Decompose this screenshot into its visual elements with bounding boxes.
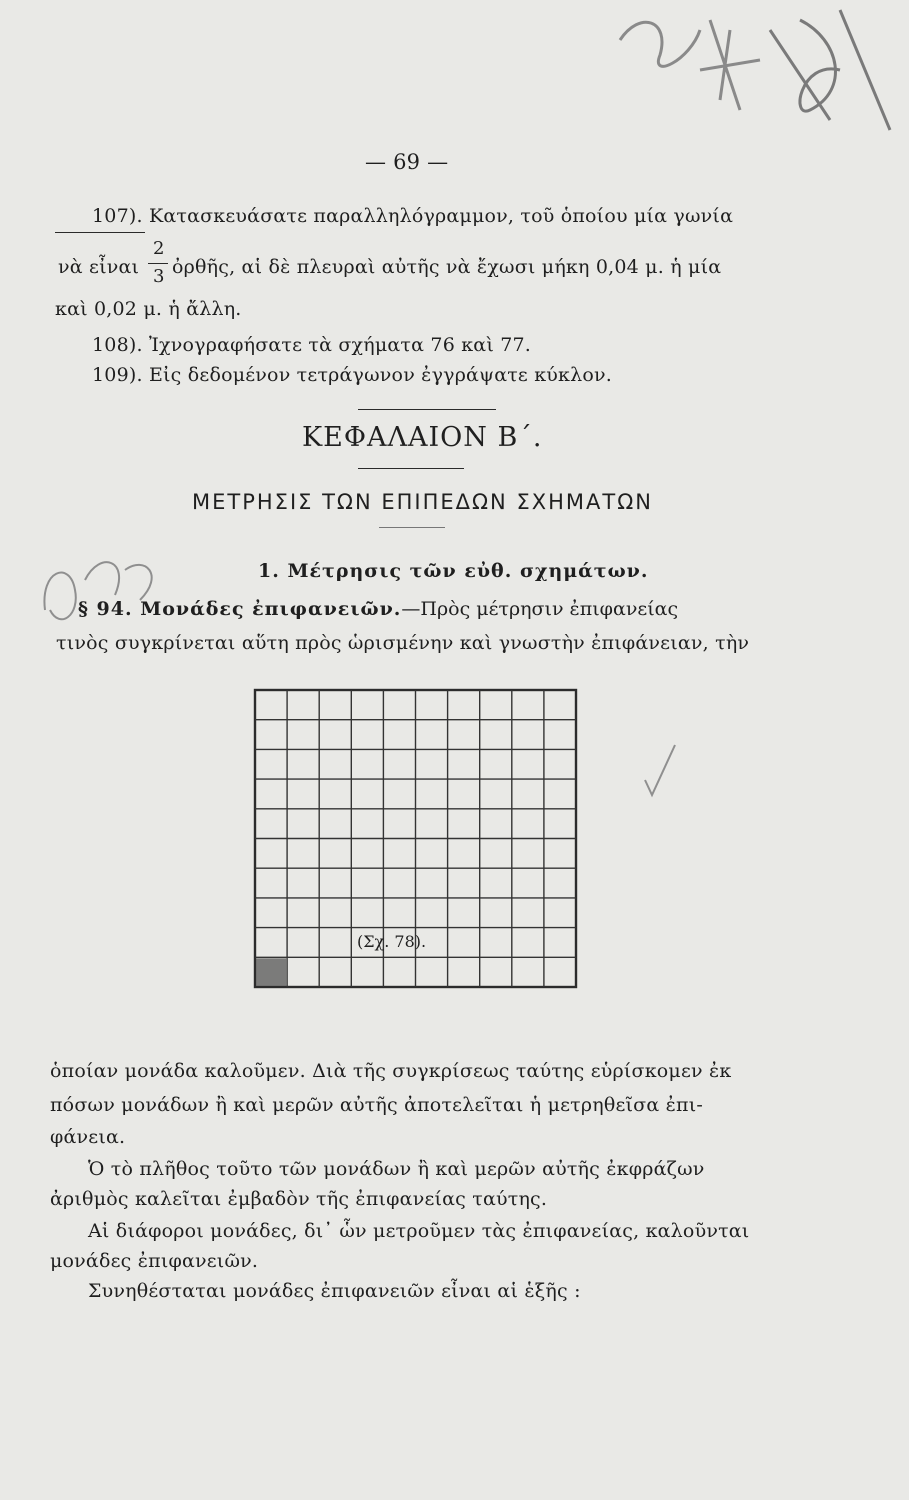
part-title: ΜΕΤΡΗΣΙΣ ΤΩΝ ΕΠΙΠΕΔΩΝ ΣΧΗΜΑΤΩΝ [192,490,653,514]
handwritten-scribble [600,0,900,150]
exercise-107-line2-end: ὀρθῆς, αἱ δὲ πλευραὶ αὐτῆς νὰ ἔχωσι μήκη 0,04 μ. ἡ μία [172,256,722,278]
exercise-109: 109). Εἰς δεδομένον τετράγωνον ἐγγράψατε κύκλον. [92,364,612,386]
divider-middle [358,468,464,469]
unit-square-shaded [256,958,286,986]
exercise-107-line1: 107). Κατασκευάσατε παραλληλόγραμμον, τοῦ ὁποίου μία γωνία [92,205,734,227]
margin-underline [55,232,145,233]
paragraph-94-text1: —Πρὸς μέτρησιν ἐπιφανείας [401,598,679,620]
body-line-6: Αἱ διάφοροι μονάδες, δι᾿ ὧν μετροῦμεν τὰς ἐπιφανείας, καλοῦνται [88,1220,750,1242]
exercise-107-line3: καὶ 0,02 μ. ἡ ἄλλη. [55,298,242,320]
exercise-108: 108). Ἰχνογραφήσατε τὰ σχήματα 76 καὶ 77. [92,334,532,356]
handwritten-margin-mark [30,540,170,640]
paragraph-94-line2: τινὸς συγκρίνεται αὕτη πρὸς ὡρισμένην καὶ γνωστὴν ἐπιφάνειαν, τὴν [56,632,750,654]
divider-top [358,409,496,410]
fraction-bar [148,263,168,264]
paragraph-94-line1 [78,598,678,620]
pencil-tick-mark [640,740,680,800]
body-line-2: πόσων μονάδων ἢ καὶ μερῶν αὐτῆς ἀποτελεῖται ἡ μετρηθεῖσα ἐπι- [50,1094,703,1116]
body-line-8: Συνηθέσταται μονάδες ἐπιφανειῶν εἶναι αἱ ἑξῆς : [88,1280,581,1302]
body-line-5: ἀριθμὸς καλεῖται ἐμβαδὸν τῆς ἐπιφανείας ταύτης. [50,1188,548,1210]
divider-bottom [379,527,445,528]
section-title: 1. Μέτρησις τῶν εὐθ. σχημάτων. [258,560,649,582]
figure-caption: (Σχ. 78). [357,932,427,951]
page-number: — 69 — [365,150,449,174]
paragraph-94-label: § 94. Μονάδες ἐπιφανειῶν. [78,598,402,620]
fraction-denominator: 3 [153,266,165,287]
body-line-1: ὁποίαν μονάδα καλοῦμεν. Διὰ τῆς συγκρίσεως ταύτης εὑρίσκομεν ἐκ [50,1060,732,1082]
chapter-title: ΚΕΦΑΛΑΙΟΝ Β΄. [302,422,543,453]
body-line-3: φάνεια. [50,1126,126,1148]
exercise-107-line2-start: νὰ εἶναι [58,256,140,278]
body-line-7: μονάδες ἐπιφανειῶν. [50,1250,259,1272]
fraction-numerator: 2 [153,238,165,259]
body-line-4: Ὁ τὸ πλῆθος τοῦτο τῶν μονάδων ἢ καὶ μερῶν αὐτῆς ἐκφράζων [88,1158,705,1180]
